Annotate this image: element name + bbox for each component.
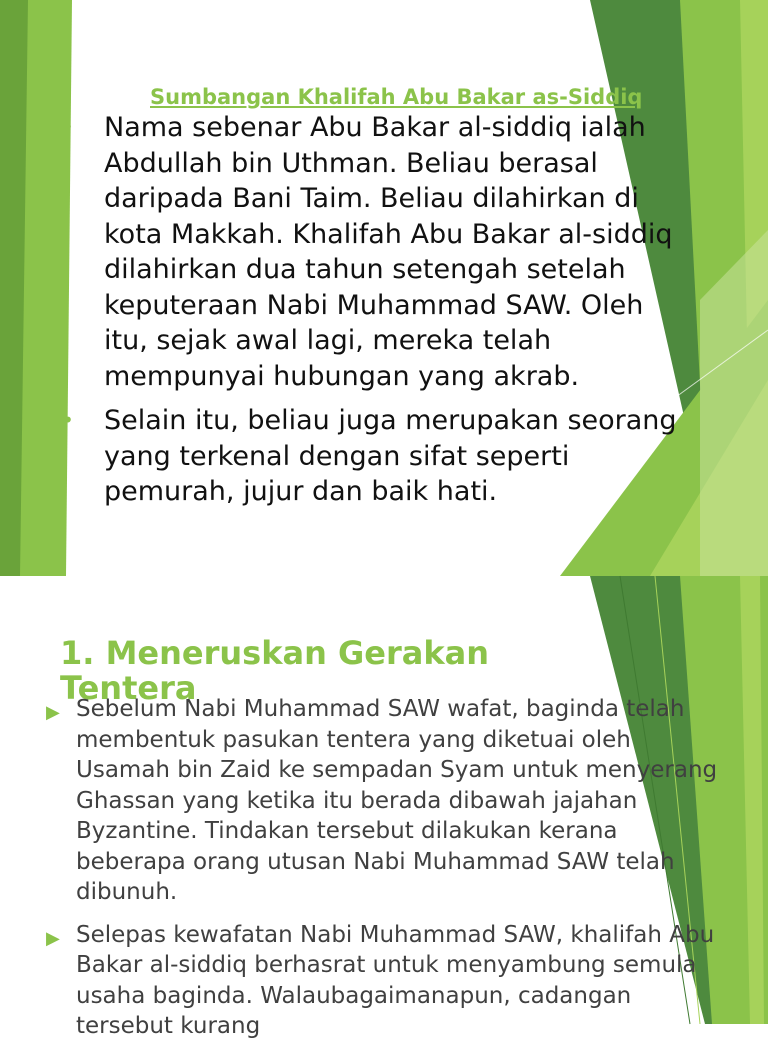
list-item [62, 110, 682, 394]
slide-1-bullet-list [62, 110, 682, 519]
slide-2-bullet-list [46, 694, 726, 1054]
bullet-text: Selepas kewafatan Nabi Muhammad SAW, khalifah Abu Bakar al-siddiq berhasrat untuk menyambung semula usaha baginda. Walaubagaimanapun, cadangan tersebut kurang [76, 921, 715, 1039]
slide-2-title: 1. Meneruskan Gerakan Tentera [60, 634, 489, 707]
bullet-dot-icon: • [62, 115, 74, 139]
slide-2 [0, 576, 768, 1039]
bullet-dot-icon: • [62, 408, 74, 432]
bullet-text: Selain itu, beliau juga merupakan seorang yang terkenal dengan sifat seperti pemurah, jujur dan baik hati. [104, 405, 677, 507]
slide-1-title: Sumbangan Khalifah Abu Bakar as-Siddiq [150, 85, 643, 109]
list-item [46, 694, 726, 908]
bullet-text: Sebelum Nabi Muhammad SAW wafat, baginda telah membentuk pasukan tentera yang diketuai oleh Usamah bin Zaid ke sempadan Syam untuk menyerang Ghassan yang ketika itu berada dibawah jajahan Byzantine. Tindakan tersebut dilakukan kerana beberapa orang utusan Nabi Muhammad SAW telah dibunuh. [76, 696, 718, 905]
triangle-bullet-icon: ▶ [46, 702, 60, 723]
triangle-bullet-icon: ▶ [46, 927, 60, 949]
list-item [62, 403, 682, 510]
bullet-text: Nama sebenar Abu Bakar al-siddiq ialah Abdullah bin Uthman. Beliau berasal daripada Bani Taim. Beliau dilahirkan di kota Makkah. Khalifah Abu Bakar al-siddiq dilahirkan dua tahun setengah setelah keputeraan Nabi Muhammad SAW. Oleh itu, sejak awal lagi, mereka telah mempunyai hubungan yang akrab. [104, 112, 673, 392]
list-item [46, 920, 726, 1042]
